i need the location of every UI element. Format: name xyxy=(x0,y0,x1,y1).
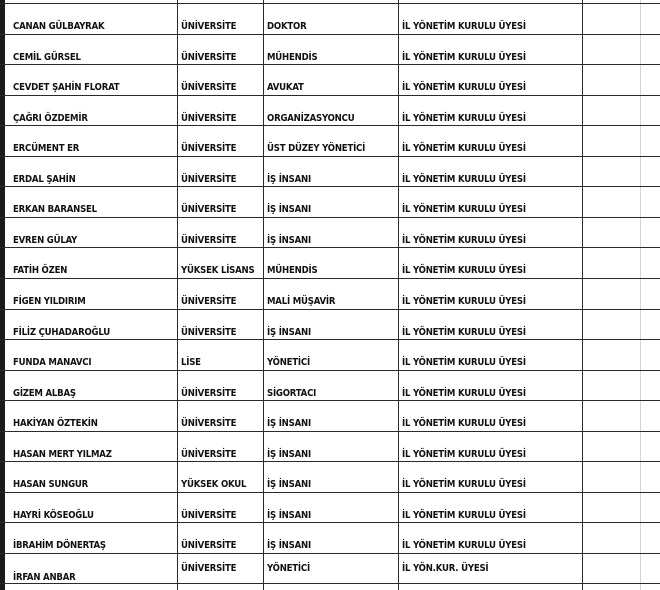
role-cell[interactable]: İL YÖNETİM KURULU ÜYESİ xyxy=(402,51,526,63)
education-cell[interactable]: ÜNİVERSİTE xyxy=(181,21,237,32)
name-cell[interactable]: İRFAN ANBAR xyxy=(13,571,76,583)
table-row[interactable] xyxy=(0,34,660,65)
row-border xyxy=(0,370,660,371)
table-row[interactable] xyxy=(0,95,660,126)
education-cell[interactable]: ÜNİVERSİTE xyxy=(181,509,237,521)
name-cell[interactable]: İBRAHİM DÖNERTAŞ xyxy=(13,540,106,552)
role-cell[interactable]: İL YÖN.KUR. ÜYESİ xyxy=(402,562,489,574)
education-cell[interactable]: ÜNİVERSİTE xyxy=(181,448,237,460)
education-cell[interactable]: ÜNİVERSİTE xyxy=(181,143,237,155)
role-cell[interactable]: İL YÖNETİM KURULU ÜYESİ xyxy=(402,204,526,216)
education-cell[interactable]: ÜNİVERSİTE xyxy=(181,204,237,216)
occupation-cell[interactable]: İŞ İNSANI xyxy=(267,173,311,185)
education-cell[interactable]: ÜNİVERSİTE xyxy=(181,295,237,307)
occupation-cell[interactable]: YÖNETİCİ xyxy=(267,562,310,574)
role-cell[interactable]: İL YÖNETİM KURULU ÜYESİ xyxy=(402,21,526,32)
occupation-cell[interactable]: İŞ İNSANI xyxy=(267,204,311,216)
occupation-cell[interactable]: İŞ İNSANI xyxy=(267,326,311,338)
occupation-cell[interactable]: DOKTOR xyxy=(267,21,307,32)
table-row[interactable] xyxy=(0,217,660,248)
education-cell[interactable]: ÜNİVERSİTE xyxy=(181,326,237,338)
row-border xyxy=(0,553,660,554)
education-cell[interactable]: ÜNİVERSİTE xyxy=(181,234,237,246)
name-cell[interactable]: FİGEN YILDIRIM xyxy=(13,295,86,307)
occupation-cell[interactable]: YÖNETİCİ xyxy=(267,357,310,369)
role-cell[interactable]: İL YÖNETİM KURULU ÜYESİ xyxy=(402,357,526,369)
table-row[interactable] xyxy=(0,3,660,34)
education-cell[interactable]: ÜNİVERSİTE xyxy=(181,387,237,399)
occupation-cell[interactable]: MÜHENDİS xyxy=(267,51,318,63)
table-row[interactable] xyxy=(0,522,660,553)
name-cell[interactable]: CEVDET ŞAHİN FLORAT xyxy=(13,82,120,94)
row-border xyxy=(0,339,660,340)
role-cell[interactable]: İL YÖNETİM KURULU ÜYESİ xyxy=(402,418,526,430)
name-cell[interactable]: HAKİYAN ÖZTEKİN xyxy=(13,418,98,430)
row-border xyxy=(0,461,660,462)
occupation-cell[interactable]: MALİ MÜŞAVİR xyxy=(267,295,336,307)
role-cell[interactable]: İL YÖNETİM KURULU ÜYESİ xyxy=(402,448,526,460)
name-cell[interactable]: HASAN SUNGUR xyxy=(13,479,89,491)
name-cell[interactable]: ERKAN BARANSEL xyxy=(13,204,97,216)
name-cell[interactable]: CANAN GÜLBAYRAK xyxy=(13,21,105,32)
row-border xyxy=(0,278,660,279)
name-cell[interactable]: ÇAĞRI ÖZDEMİR xyxy=(13,112,88,124)
name-cell[interactable]: EVREN GÜLAY xyxy=(13,234,78,246)
occupation-cell[interactable]: ÜST DÜZEY YÖNETİCİ xyxy=(267,143,366,155)
name-cell[interactable]: GİZEM ALBAŞ xyxy=(13,387,76,399)
row-border xyxy=(0,64,660,65)
education-cell[interactable]: ÜNİVERSİTE xyxy=(181,112,237,124)
table-row[interactable] xyxy=(0,156,660,187)
role-cell[interactable]: İL YÖNETİM KURULU ÜYESİ xyxy=(402,540,526,552)
row-border xyxy=(0,186,660,187)
row-border xyxy=(0,522,660,523)
table-row[interactable] xyxy=(0,492,660,523)
table-row[interactable] xyxy=(0,278,660,309)
table-row[interactable] xyxy=(0,339,660,370)
name-cell[interactable]: HAYRİ KÖSEOĞLU xyxy=(13,509,94,521)
education-cell[interactable]: ÜNİVERSİTE xyxy=(181,540,237,552)
table-row[interactable] xyxy=(0,431,660,462)
occupation-cell[interactable]: İŞ İNSANI xyxy=(267,448,311,460)
row-border xyxy=(0,125,660,126)
education-cell[interactable]: ÜNİVERSİTE xyxy=(181,82,237,94)
row-border xyxy=(0,400,660,401)
education-cell[interactable]: LİSE xyxy=(181,357,201,369)
name-cell[interactable]: FUNDA MANAVCI xyxy=(13,357,92,369)
role-cell[interactable]: İL YÖNETİM KURULU ÜYESİ xyxy=(402,265,526,277)
occupation-cell[interactable]: İŞ İNSANI xyxy=(267,418,311,430)
occupation-cell[interactable]: İŞ İNSANI xyxy=(267,234,311,246)
table-row[interactable] xyxy=(0,400,660,431)
row-border xyxy=(0,309,660,310)
table-row[interactable] xyxy=(0,247,660,278)
role-cell[interactable]: İL YÖNETİM KURULU ÜYESİ xyxy=(402,387,526,399)
role-cell[interactable]: İL YÖNETİM KURULU ÜYESİ xyxy=(402,234,526,246)
name-cell[interactable]: FATİH ÖZEN xyxy=(13,265,68,277)
row-border xyxy=(0,156,660,157)
table-row[interactable] xyxy=(0,186,660,217)
row-border xyxy=(0,492,660,493)
row-border xyxy=(0,583,660,584)
education-cell[interactable]: ÜNİVERSİTE xyxy=(181,562,237,574)
table-row[interactable] xyxy=(0,309,660,340)
row-border xyxy=(0,247,660,248)
education-cell[interactable]: ÜNİVERSİTE xyxy=(181,418,237,430)
occupation-cell[interactable]: İŞ İNSANI xyxy=(267,509,311,521)
role-cell[interactable]: İL YÖNETİM KURULU ÜYESİ xyxy=(402,82,526,94)
name-cell[interactable]: ERCÜMENT ER xyxy=(13,143,80,155)
occupation-cell[interactable]: İŞ İNSANI xyxy=(267,540,311,552)
occupation-cell[interactable]: SİGORTACI xyxy=(267,387,317,399)
education-cell[interactable]: YÜKSEK OKUL xyxy=(181,479,247,491)
row-border xyxy=(0,3,660,4)
role-cell[interactable]: İL YÖNETİM KURULU ÜYESİ xyxy=(402,112,526,124)
table-row[interactable] xyxy=(0,553,660,584)
row-border xyxy=(0,34,660,35)
education-cell[interactable]: ÜNİVERSİTE xyxy=(181,51,237,63)
role-cell[interactable]: İL YÖNETİM KURULU ÜYESİ xyxy=(402,479,526,491)
name-cell[interactable]: HASAN MERT YILMAZ xyxy=(13,448,112,460)
education-cell[interactable]: ÜNİVERSİTE xyxy=(181,173,237,185)
table-row[interactable] xyxy=(0,370,660,401)
role-cell[interactable]: İL YÖNETİM KURULU ÜYESİ xyxy=(402,295,526,307)
name-cell[interactable]: CEMİL GÜRSEL xyxy=(13,51,81,63)
table-row[interactable] xyxy=(0,125,660,156)
row-border xyxy=(0,95,660,96)
role-cell[interactable]: İL YÖNETİM KURULU ÜYESİ xyxy=(402,143,526,155)
role-cell[interactable]: İL YÖNETİM KURULU ÜYESİ xyxy=(402,326,526,338)
table-row[interactable] xyxy=(0,461,660,492)
occupation-cell[interactable]: AVUKAT xyxy=(267,82,304,94)
role-cell[interactable]: İL YÖNETİM KURULU ÜYESİ xyxy=(402,509,526,521)
occupation-cell[interactable]: İŞ İNSANI xyxy=(267,479,311,491)
occupation-cell[interactable]: ORGANİZASYONCU xyxy=(267,112,355,124)
row-border xyxy=(0,217,660,218)
table-row[interactable] xyxy=(0,64,660,95)
occupation-cell[interactable]: MÜHENDİS xyxy=(267,265,318,277)
role-cell[interactable]: İL YÖNETİM KURULU ÜYESİ xyxy=(402,173,526,185)
row-border xyxy=(0,431,660,432)
name-cell[interactable]: FİLİZ ÇUHADAROĞLU xyxy=(13,326,111,338)
education-cell[interactable]: YÜKSEK LİSANS xyxy=(181,265,255,277)
name-cell[interactable]: ERDAL ŞAHİN xyxy=(13,173,76,185)
